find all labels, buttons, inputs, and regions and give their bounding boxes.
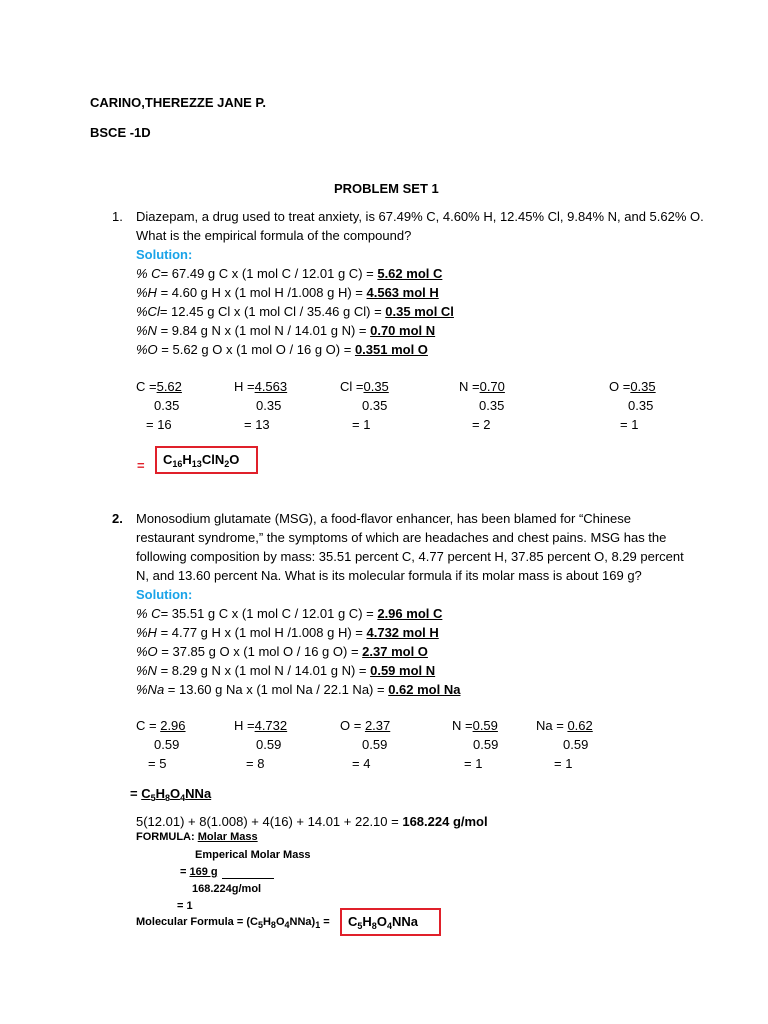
ratio-result: = 2 — [472, 417, 491, 432]
ratio-result: = 1 — [620, 417, 639, 432]
answer-equals: = — [137, 458, 145, 473]
fraction-bar — [222, 878, 274, 879]
ratio-denominator: 0.59 — [362, 737, 388, 752]
problem-2-text-line2: restaurant syndrome,” the symptoms of which are headaches and chest pains. MSG has the — [136, 530, 667, 545]
ratio-result: = 13 — [244, 417, 270, 432]
step-result: = 1 — [177, 900, 193, 912]
calc-line: %N = 8.29 g N x (1 mol N / 14.01 g N) = 0.59 mol N — [136, 663, 436, 678]
ratio-denominator: 0.35 — [479, 398, 505, 413]
calc-line: %Cl= 12.45 g Cl x (1 mol Cl / 35.46 g Cl) = 0.35 mol Cl — [136, 304, 454, 319]
calc-line: %H = 4.60 g H x (1 mol H /1.008 g H) = 4.563 mol H — [136, 285, 439, 300]
ratio-denominator: 0.35 — [628, 398, 654, 413]
molecular-formula-answer: $C_5H_8O_4NNa$ — [348, 914, 418, 931]
calc-line: %H = 4.77 g H x (1 mol H /1.008 g H) = 4.732 mol H — [136, 625, 439, 640]
ratio-label: C = 2.96 — [136, 718, 186, 733]
ratio-label: C =5.62 — [136, 379, 182, 394]
problem-2-text-line3: following composition by mass: 35.51 percent C, 4.77 percent H, 37.85 percent O, 8.29 percent — [136, 549, 684, 564]
problem-1-number: 1. — [112, 209, 123, 224]
calc-line: % C= 35.51 g C x (1 mol C / 12.01 g C) = 2.96 mol C — [136, 606, 443, 621]
ratio-denominator: 0.35 — [256, 398, 282, 413]
student-name: CARINO,THEREZZE JANE P. — [90, 95, 267, 110]
problem-1-solution-label: Solution: — [136, 247, 193, 262]
problem-1-text-line1: Diazepam, a drug used to treat anxiety, is 67.49% C, 4.60% H, 12.45% Cl, 9.84% N, and 5.62% O. — [136, 209, 704, 224]
page-title: PROBLEM SET 1 — [334, 181, 439, 196]
molecular-formula-line: Molecular Formula = $(C_5H_8O_4NNa)_1$ = — [136, 916, 330, 930]
problem-2-number: 2. — [112, 511, 123, 526]
problem-2-text-line4: N, and 13.60 percent Na. What is its molecular formula if its molar mass is about 169 g? — [136, 568, 642, 583]
ratio-label: N =0.70 — [459, 379, 505, 394]
problem-2-solution-label: Solution: — [136, 587, 193, 602]
ratio-label: O =0.35 — [609, 379, 656, 394]
calc-line: %N = 9.84 g N x (1 mol N / 14.01 g N) = 0.70 mol N — [136, 323, 436, 338]
calc-line: %O = 5.62 g O x (1 mol O / 16 g O) = 0.351 mol O — [136, 342, 428, 357]
molar-mass-calc: 5(12.01) + 8(1.008) + 4(16) + 14.01 + 22.10 = 168.224 g/mol — [136, 814, 488, 829]
ratio-result: = 4 — [352, 756, 371, 771]
ratio-denominator: 0.35 — [362, 398, 388, 413]
ratio-denominator: 0.59 — [154, 737, 180, 752]
problem-2-text-line1: Monosodium glutamate (MSG), a food-flavor enhancer, has been blamed for “Chinese — [136, 511, 631, 526]
calc-line: %O = 37.85 g O x (1 mol O / 16 g O) = 2.37 mol O — [136, 644, 428, 659]
ratio-result: = 1 — [464, 756, 483, 771]
ratio-label: Na = 0.62 — [536, 718, 593, 733]
ratio-denominator: 0.59 — [473, 737, 499, 752]
formula-denominator: Emperical Molar Mass — [195, 849, 311, 861]
ratio-result: = 1 — [352, 417, 371, 432]
ratio-label: H =4.732 — [234, 718, 288, 733]
ratio-result: = 16 — [146, 417, 172, 432]
ratio-denominator: 0.35 — [154, 398, 180, 413]
ratio-result: = 5 — [148, 756, 167, 771]
empirical-formula-answer: $C_{16}H_{13}ClN_2O$ — [163, 452, 240, 469]
student-section: BSCE -1D — [90, 125, 151, 140]
ratio-label: O = 2.37 — [340, 718, 391, 733]
problem-1-text-line2: What is the empirical formula of the compound? — [136, 228, 412, 243]
empirical-formula-result: = $C_5H_8O_4NNa$ — [130, 786, 212, 803]
calc-line: %Na = 13.60 g Na x (1 mol Na / 22.1 Na) = 0.62 mol Na — [136, 682, 461, 697]
ratio-denominator: 0.59 — [563, 737, 589, 752]
ratio-label: Cl =0.35 — [340, 379, 389, 394]
step-numerator: = 169 g — [180, 866, 218, 878]
calc-line: % C= 67.49 g C x (1 mol C / 12.01 g C) = 5.62 mol C — [136, 266, 443, 281]
ratio-label: N =0.59 — [452, 718, 498, 733]
ratio-denominator: 0.59 — [256, 737, 282, 752]
ratio-result: = 1 — [554, 756, 573, 771]
step-denominator: 168.224g/mol — [192, 883, 262, 895]
ratio-label: H =4.563 — [234, 379, 288, 394]
formula-line: FORMULA: Molar Mass — [136, 831, 258, 843]
ratio-result: = 8 — [246, 756, 265, 771]
